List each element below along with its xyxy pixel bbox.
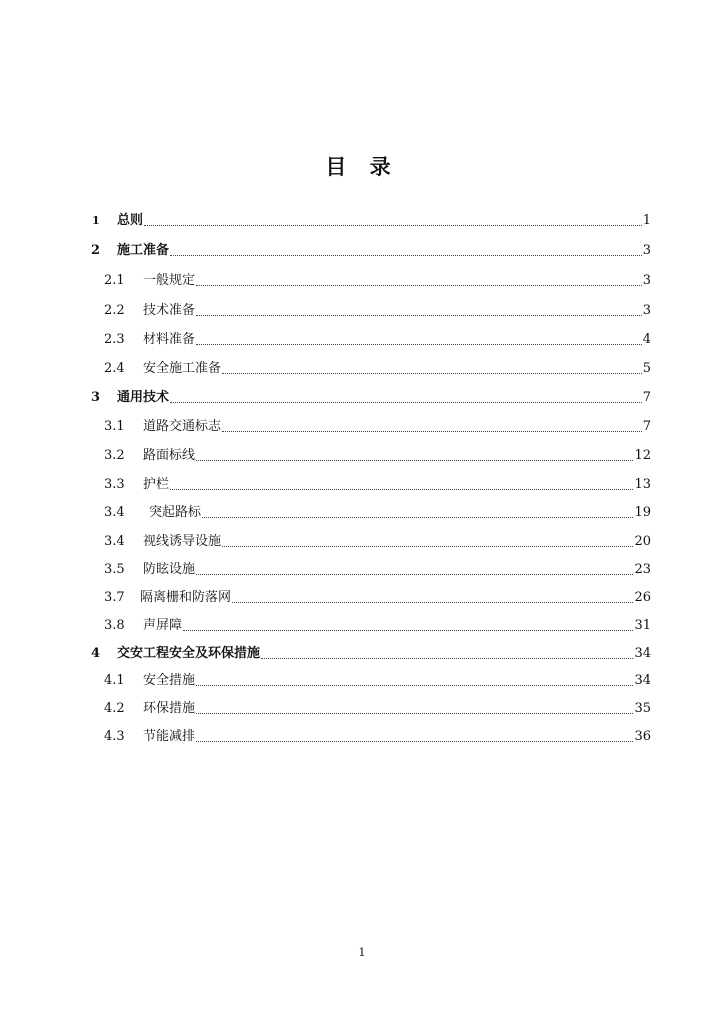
toc-entry[interactable] bbox=[0, 698, 724, 720]
toc-entry-page: 26 bbox=[634, 590, 651, 605]
dot-leader bbox=[196, 344, 642, 345]
dot-leader bbox=[196, 574, 633, 575]
toc-entry-label: 安全施工准备 bbox=[143, 361, 222, 376]
toc-entry-number: 3.2 bbox=[104, 448, 125, 463]
dot-leader bbox=[196, 713, 633, 714]
toc-entry-number: 4.3 bbox=[104, 729, 125, 744]
toc-entry-page: 3 bbox=[642, 273, 651, 288]
dot-leader bbox=[170, 255, 642, 256]
toc-entry-page: 7 bbox=[642, 390, 651, 405]
toc-entry[interactable] bbox=[0, 615, 724, 637]
toc-entry-page: 23 bbox=[634, 562, 651, 577]
toc-entry-number: 3.5 bbox=[104, 562, 125, 577]
toc-entry-label: 视线诱导设施 bbox=[143, 534, 222, 549]
page-number: 1 bbox=[358, 946, 366, 959]
toc-entry[interactable] bbox=[0, 445, 724, 467]
dot-leader bbox=[202, 517, 633, 518]
toc-entry-number: 3.3 bbox=[104, 477, 125, 492]
toc-entry[interactable] bbox=[0, 240, 724, 262]
toc-entry-page: 31 bbox=[634, 618, 651, 633]
toc-entry-number: 3 bbox=[91, 390, 101, 405]
dot-leader bbox=[144, 225, 642, 226]
toc-entry-page: 12 bbox=[634, 448, 651, 463]
toc-entry-label: 路面标线 bbox=[143, 448, 196, 463]
toc-entry[interactable] bbox=[0, 502, 724, 524]
toc-entry-number: 3.4 bbox=[104, 505, 125, 520]
toc-entry-label: 交安工程安全及环保措施 bbox=[117, 646, 261, 661]
toc-entry[interactable] bbox=[0, 387, 724, 409]
toc-entry-page: 3 bbox=[642, 243, 651, 258]
toc-entry[interactable] bbox=[0, 270, 724, 292]
toc-entry-page: 7 bbox=[642, 419, 651, 434]
toc-entry-label: 突起路标 bbox=[149, 505, 202, 520]
dot-leader bbox=[222, 373, 642, 374]
toc-entry[interactable] bbox=[0, 531, 724, 553]
toc-entry-page: 13 bbox=[634, 477, 651, 492]
toc-entry-label: 道路交通标志 bbox=[143, 419, 222, 434]
toc-entry-number: 3.7 bbox=[104, 590, 125, 605]
dot-leader bbox=[222, 546, 633, 547]
toc-title: 目 录 bbox=[325, 154, 399, 179]
toc-entry-label: 隔离栅和防落网 bbox=[140, 590, 232, 605]
toc-entry-label: 技术准备 bbox=[143, 303, 196, 318]
toc-entry-page: 34 bbox=[634, 673, 651, 688]
toc-entry-page: 36 bbox=[634, 729, 651, 744]
dot-leader bbox=[196, 685, 633, 686]
toc-entry-page: 4 bbox=[642, 332, 651, 347]
toc-entry-label: 施工准备 bbox=[117, 243, 170, 258]
toc-entry-label: 护栏 bbox=[143, 477, 170, 492]
toc-entry-number: 2.1 bbox=[104, 273, 125, 288]
dot-leader bbox=[261, 658, 633, 659]
toc-entry[interactable] bbox=[0, 643, 724, 665]
toc-entry-label: 总则 bbox=[117, 213, 144, 228]
toc-entry-page: 19 bbox=[634, 505, 651, 520]
toc-entry-label: 材料准备 bbox=[143, 332, 196, 347]
toc-entry-page: 3 bbox=[642, 303, 651, 318]
dot-leader bbox=[170, 402, 642, 403]
toc-entry[interactable] bbox=[0, 726, 724, 748]
toc-entry[interactable] bbox=[0, 210, 724, 232]
dot-leader bbox=[183, 630, 633, 631]
dot-leader bbox=[196, 315, 642, 316]
toc-entry[interactable] bbox=[0, 416, 724, 438]
toc-entry-number: 1 bbox=[92, 214, 100, 227]
toc-entry-label: 安全措施 bbox=[143, 673, 196, 688]
dot-leader bbox=[196, 741, 633, 742]
toc-entry-number: 4.1 bbox=[104, 673, 125, 688]
toc-entry-number: 4 bbox=[91, 646, 101, 661]
toc-entry-page: 1 bbox=[642, 213, 651, 228]
dot-leader bbox=[170, 489, 633, 490]
toc-entry-number: 3.4 bbox=[104, 534, 125, 549]
dot-leader bbox=[196, 285, 642, 286]
toc-entry-number: 4.2 bbox=[104, 701, 125, 716]
toc-entry-page: 5 bbox=[642, 361, 651, 376]
toc-entry-number: 2 bbox=[91, 243, 101, 258]
dot-leader bbox=[232, 602, 633, 603]
toc-entry-label: 一般规定 bbox=[143, 273, 196, 288]
toc-entry[interactable] bbox=[0, 300, 724, 322]
toc-entry-page: 34 bbox=[634, 646, 651, 661]
toc-entry-number: 3.1 bbox=[104, 419, 125, 434]
toc-entry-label: 防眩设施 bbox=[143, 562, 196, 577]
toc-entry-number: 3.8 bbox=[104, 618, 125, 633]
toc-entry-number: 2.2 bbox=[104, 303, 125, 318]
toc-entry[interactable] bbox=[0, 474, 724, 496]
toc-entry-label: 声屏障 bbox=[143, 618, 183, 633]
toc-entry-number: 2.3 bbox=[104, 332, 125, 347]
toc-entry-page: 35 bbox=[634, 701, 651, 716]
toc-entry[interactable] bbox=[0, 329, 724, 351]
toc-entry-number: 2.4 bbox=[104, 361, 125, 376]
toc-entry[interactable] bbox=[0, 358, 724, 380]
toc-entry-label: 通用技术 bbox=[117, 390, 170, 405]
dot-leader bbox=[196, 460, 633, 461]
toc-entry[interactable] bbox=[0, 587, 724, 609]
dot-leader bbox=[222, 431, 642, 432]
toc-entry-label: 环保措施 bbox=[143, 701, 196, 716]
toc-entry-page: 20 bbox=[634, 534, 651, 549]
toc-entry[interactable] bbox=[0, 670, 724, 692]
toc-entry-label: 节能减排 bbox=[143, 729, 196, 744]
toc-entry[interactable] bbox=[0, 559, 724, 581]
